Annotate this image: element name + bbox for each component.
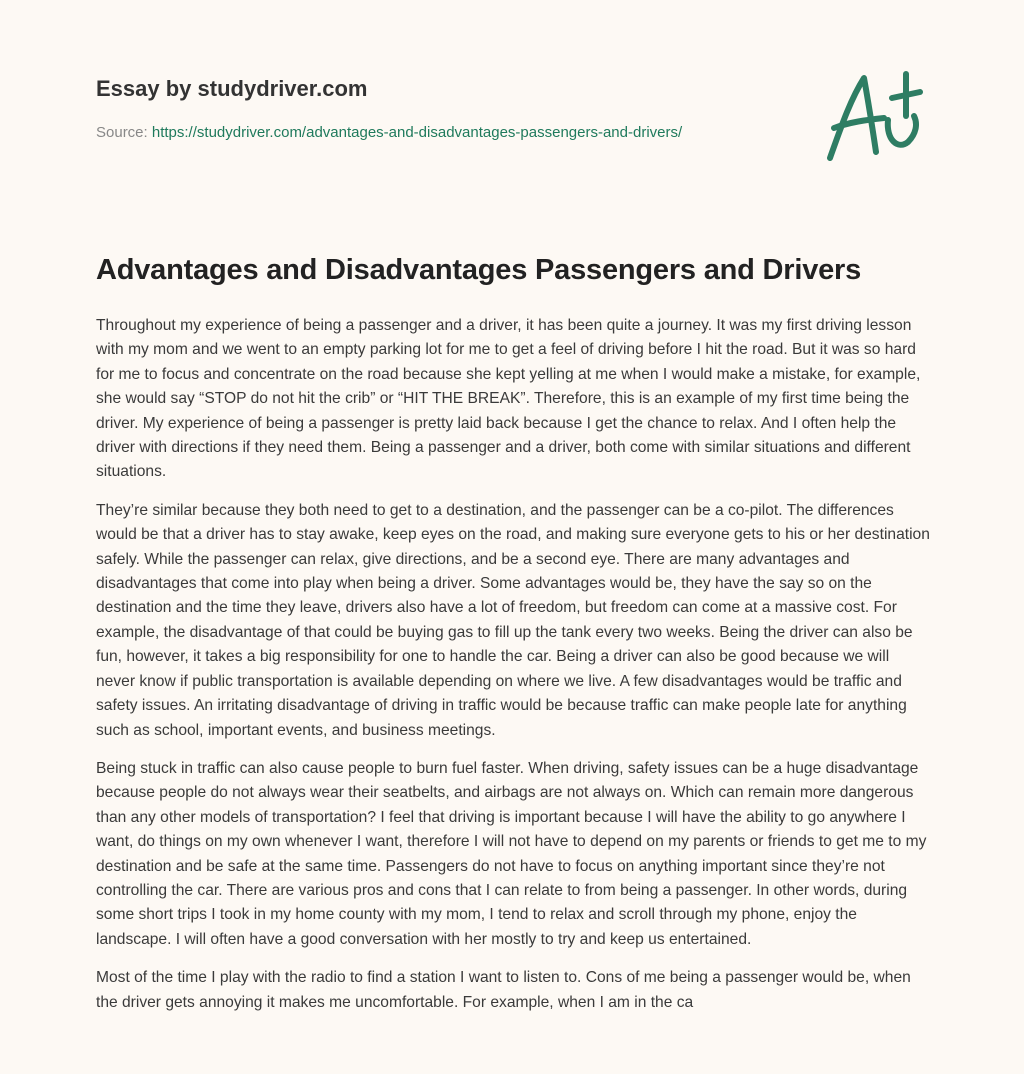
- essay-paragraph: Throughout my experience of being a passenger and a driver, it has been quite a journey. It was my first driving lesson with my mom and we went to an empty parking lot for me to get a feel of driving before I hit the road. But it was so hard for me to focus and concentrate on the road because she kept yelling at me when I would make a mistake, for example, she would say “STOP do not hit the crib” or “HIT THE BREAK”. Therefore, this is an example of my first time being the driver. My experience of being a passenger is pretty laid back because I get the chance to relax. And I often help the driver with directions if they need them. Being a passenger and a driver, both come with similar situations and different situations.: [96, 317, 921, 481]
- brand-title: Essay by studydriver.com: [96, 76, 368, 101]
- essay-paragraph: Most of the time I play with the radio to find a station I want to listen to. Cons of me being a passenger would be, when the driver gets annoying it makes me uncomfortable. For example, when I am in the ca: [96, 969, 911, 1011]
- essay-paragraph: Being stuck in traffic can also cause people to burn fuel faster. When driving, safety issues can be a huge disadvantage because people do not always wear their seatbelts, and airbags are not always on. Which can remain more dangerous than any other models of transportation? I feel that driving is important because I will have the ability to go anywhere I want, do things on my own whenever I want, therefore I will not have to depend on my parents or friends to get me to my destination and be safe at the same time. Passengers do not have to focus on anything important since they’re not controlling the car. There are various pros and cons that I can relate to from being a passenger. In other words, during some short trips I took in my home county with my mom, I tend to relax and scroll through my phone, enjoy the landscape. I will often have a good conversation with her mostly to try and keep us entertained.: [96, 759, 927, 948]
- essay-title: Advantages and Disadvantages Passengers and Drivers: [96, 254, 862, 286]
- source-line: [96, 124, 682, 141]
- essay-paragraph: They’re similar because they both need to get to a destination, and the passenger can be a co-pilot. The differences would be that a driver has to stay awake, keep eyes on the road, and making sure everyone gets to his or her destination safely. While the passenger can relax, give directions, and be a second eye. There are many advantages and disadvantages that come into play when being a driver. Some advantages would be, they have the say so on the destination and the time they leave, drivers also have a lot of freedom, but freedom can come at a massive cost. For example, the disadvantage of that could be buying gas to fill up the tank every two weeks. Being the driver can also be fun, however, it takes a big responsibility for one to handle the car. Being a driver can also be good because we will never know if public transportation is available depending on where we live. A few disadvantages would be traffic and safety issues. An irritating disadvantage of driving in traffic would be because traffic can make people late for anything such as school, important events, and business meetings.: [96, 501, 930, 739]
- source-label: Source:: [96, 124, 148, 141]
- a-plus-logo: [822, 70, 926, 162]
- source-link[interactable]: https://studydriver.com/advantages-and-disadvantages-passengers-and-drivers/: [151, 124, 683, 141]
- essay-body: [96, 314, 932, 1029]
- header: [0, 0, 1024, 200]
